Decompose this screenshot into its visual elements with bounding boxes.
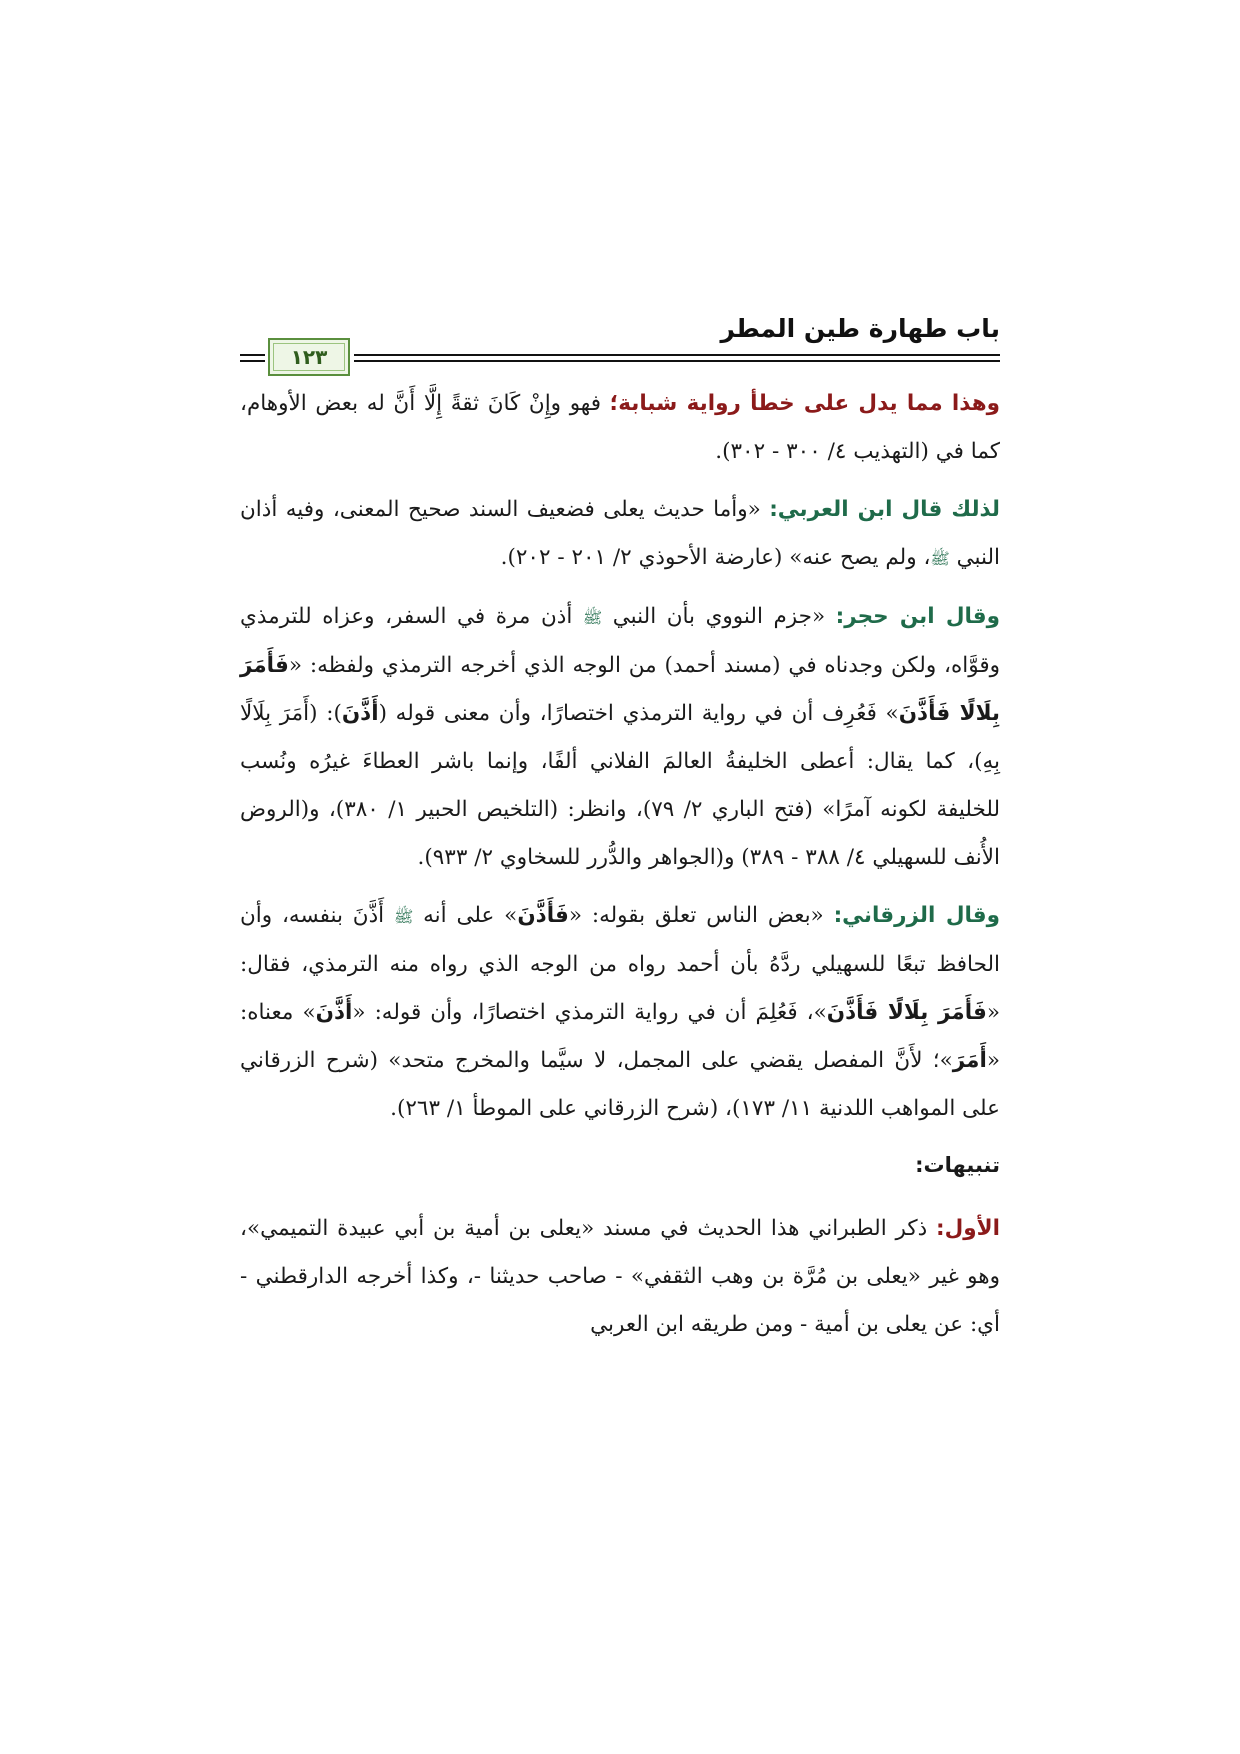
paragraph-lead: وقال الزرقاني:: [833, 903, 1000, 928]
note-body: ذكر الطبراني هذا الحديث في مسند «يعلى بن أمية بن أبي عبيدة التميمي»، وهو غير «يعلى بن مُرَّة بن وهب الثقفي» - صاحب حديثنا -، وكذا أخرجه الدارقطني - أي: عن يعلى بن أمية - ومن طريقه ابن العربي: [240, 1216, 1000, 1337]
paragraph-lead: لذلك قال ابن العربي:: [769, 497, 1001, 522]
salawat-glyph: ﷺ: [930, 549, 950, 568]
page-number-badge: ١٢٣: [268, 338, 350, 376]
paragraph-text: »، فَعُلِمَ أن في رواية الترمذي اختصارًا، وأن قوله: «: [352, 1000, 827, 1025]
section-heading: تنبيهات:: [915, 1153, 1000, 1177]
paragraph-text: ، ولم يصح عنه» (عارضة الأحوذي ٢/ ٢٠١ - ٢٠٢).: [500, 545, 931, 570]
paragraph-text: أذن مرة في السفر، وعزاه للترمذي وقوَّاه، ولكن وجدناه في (مسند أحمد) من الوجه الذي أخرجه الترمذي ولفظه: «: [240, 604, 1000, 678]
salawat-glyph: ﷺ: [582, 608, 603, 627]
paragraph-3: [240, 593, 1000, 882]
note-lead: الأول:: [936, 1216, 1000, 1241]
paragraph-4: [240, 892, 1000, 1133]
page-header: [240, 310, 1000, 369]
hadith-quote: أَذَّنَ: [341, 701, 379, 726]
salawat-glyph: ﷺ: [393, 907, 414, 926]
paragraph-text: أَذَّنَ بنفسه، وأن الحافظ تبعًا للسهيلي ردَّهُ بأن أحمد رواه من الوجه الذي رواه منه الترمذي، فقال: «: [240, 903, 1000, 1025]
note-1: [240, 1205, 1000, 1349]
paragraph-text: «بعض الناس تعلق بقوله: «: [568, 903, 834, 928]
paragraph-text: «جزم النووي بأن النبي: [602, 604, 836, 629]
paragraph-text: » فَعُرِف أن في رواية الترمذي اختصارًا، وأن معنى قوله (: [378, 701, 899, 726]
hadith-quote: فَأَمَرَ بِلَالًا فَأَذَّنَ: [240, 653, 1000, 726]
paragraph-text: » معناه: «: [240, 1000, 1000, 1073]
paragraph-1: [240, 380, 1000, 476]
hadith-quote: فَأَذَّنَ: [517, 903, 569, 928]
hadith-quote: فَأَمَرَ بِلَالًا فَأَذَّنَ: [826, 1000, 987, 1025]
paragraph-lead: وهذا مما يدل على خطأ رواية شبابة؛: [609, 391, 1000, 416]
chapter-title: باب طهارة طين المطر: [720, 314, 1000, 343]
header-rule: [354, 354, 1000, 362]
header-rule-left: [240, 354, 265, 362]
hadith-quote: أَذَّنَ: [315, 1000, 353, 1025]
page: [240, 310, 1000, 1359]
paragraph-text: «وأما حديث يعلى فضعيف السند صحيح المعنى، وفيه أذان النبي: [240, 497, 1000, 570]
paragraph-lead: وقال ابن حجر:: [835, 604, 1000, 629]
paragraph-body: فهو وإِنْ كَانَ ثقةً إِلَّا أَنَّ له بعض الأوهام، كما في (التهذيب ٤/ ٣٠٠ - ٣٠٢).: [240, 391, 1000, 464]
paragraph-text: ): (أَمَرَ بِلَالًا بِهِ)، كما يقال: أعطى الخليفةُ العالمَ الفلاني ألفًا، وإنما باشر العطاءَ غيرُه ونُسب للخليفة لكونه آمرًا» (فتح الباري ٢/ ٧٩)، وانظر: (التلخيص الحبير ١/ ٣٨٠)، و(الروض الأُنف للسهيلي ٤/ ٣٨٨ - ٣٨٩) و(الجواهر والدُّرر للسخاوي ٢/ ٩٣٣).: [240, 701, 1000, 870]
paragraph-text: » على أنه: [413, 903, 518, 928]
hadith-quote: أَمَرَ: [952, 1048, 987, 1073]
paragraph-2: [240, 486, 1000, 583]
paragraph-text: »؛ لأَنَّ المفصل يقضي على المجمل، لا سيَّما والمخرج متحد» (شرح الزرقاني على المواهب اللدنية ١١/ ١٧٣)، (شرح الزرقاني على الموطأ ١/ ٢٦٣).: [240, 1048, 1000, 1121]
